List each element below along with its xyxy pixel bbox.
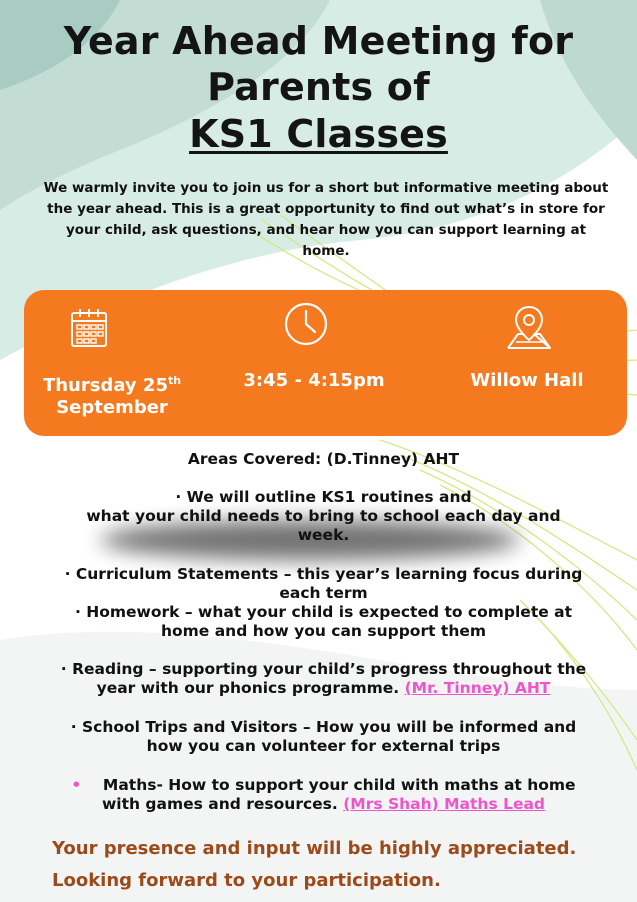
maths-lead-link[interactable]: (Mrs Shah) Maths Lead — [343, 795, 546, 813]
list-item-text: year with our phonics programme. — [96, 679, 400, 697]
event-location: Willow Hall — [470, 370, 584, 391]
footer-line-1: Your presence and input will be highly appreciated. — [52, 838, 577, 859]
event-date-line-1: Thursday 25 — [42, 375, 168, 396]
list-item-line: week. — [297, 526, 350, 544]
list-item-text: with games and resources. — [101, 795, 338, 813]
intro-line: your child, ask questions, and hear how you can support learning at — [65, 222, 587, 238]
list-item-line: · We will outline KS1 routines and — [175, 488, 472, 506]
calendar-icon — [70, 308, 108, 348]
event-time: 3:45 - 4:15pm — [243, 370, 385, 391]
page-title-line-3: KS1 Classes — [189, 112, 448, 156]
areas-heading: Areas Covered: (D.Tinney) AHT — [187, 450, 460, 468]
intro-paragraph — [20, 178, 632, 262]
list-item-line: each term — [279, 584, 368, 602]
clock-icon — [284, 302, 328, 346]
list-item-line: how you can volunteer for external trips — [146, 737, 501, 755]
list-item-line: · Curriculum Statements – this year’s learning focus during — [64, 565, 583, 583]
list-item-text: Maths- How to support your child with maths at home — [102, 776, 576, 794]
list-item-line: · School Trips and Visitors – How you will be informed and — [70, 718, 577, 736]
reading-lead-link[interactable]: (Mr. Tinney) AHT — [404, 679, 551, 697]
list-item-line — [10, 776, 637, 795]
location-pin-icon — [505, 304, 553, 350]
bullet-icon: • — [71, 776, 82, 794]
intro-line: home. — [302, 243, 350, 259]
intro-line: the year ahead. This is a great opportunity to find out what’s in store for — [47, 201, 605, 217]
footer-line-2: Looking forward to your participation. — [52, 870, 441, 891]
list-item-line: · Reading – supporting your child’s progress throughout the — [60, 660, 587, 678]
event-date — [30, 370, 194, 419]
event-date-line-2: September — [56, 397, 168, 418]
event-details-banner — [24, 290, 627, 436]
list-item-line: home and how you can support them — [160, 622, 487, 640]
event-date-suffix: th — [167, 374, 182, 387]
list-item-line-with-link — [10, 795, 637, 814]
list-item-line: what your child needs to bring to school each day and — [86, 507, 561, 525]
page-title-line-2: Parents of — [207, 65, 430, 109]
intro-line: We warmly invite you to join us for a short but informative meeting about — [43, 180, 609, 196]
page-title-line-1: Year Ahead Meeting for — [63, 19, 574, 63]
list-item-line-with-link — [10, 679, 637, 698]
list-item-line: · Homework – what your child is expected to complete at — [74, 603, 573, 621]
